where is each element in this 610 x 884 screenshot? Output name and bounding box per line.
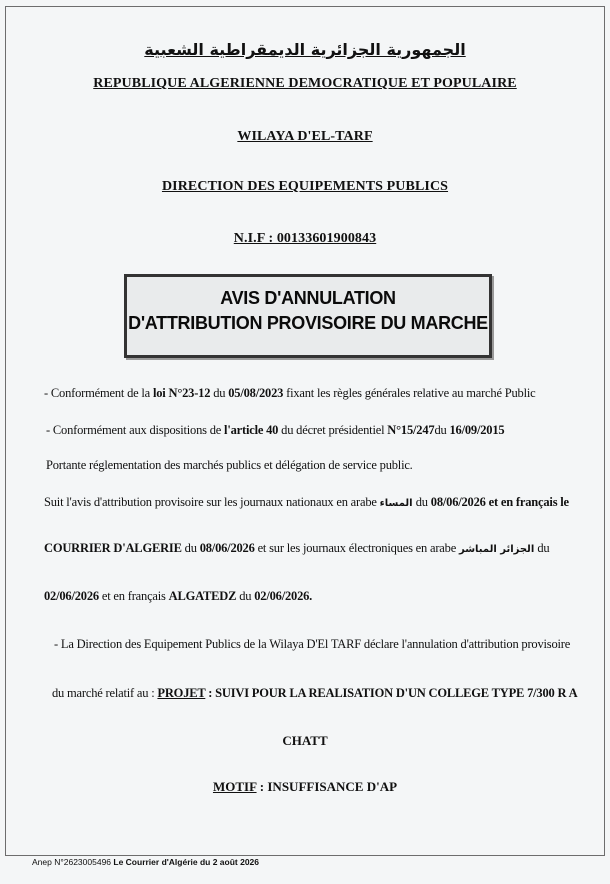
paragraph-courrier: COURRIER D'ALGERIE du 08/06/2026 et sur les journaux électroniques en arabe الجزائر المباشر du: [44, 541, 550, 555]
avis-title-line1: AVIS D'ANNULATION: [220, 288, 396, 308]
motif-line: [0, 779, 610, 795]
footer-source: Le Courrier d'Algérie du 2 août 2026: [113, 857, 260, 867]
nif-number: N.I.F : 00133601900843: [233, 231, 377, 246]
direction-title: DIRECTION DES EQUIPEMENTS PUBLICS: [161, 179, 449, 194]
paragraph-loi: - Conformément de la loi N°23-12 du 05/08/2023 fixant les règles générales relative au marché Public: [44, 386, 536, 400]
footer-reference: [32, 857, 259, 867]
arabic-republic-title: الجمهورية الجزائرية الديمقراطية الشعبية: [144, 40, 466, 59]
avis-title-line2: D'ATTRIBUTION PROVISOIRE DU MARCHE: [128, 313, 488, 333]
paragraph-projet: du marché relatif au : PROJET : SUIVI POUR LA REALISATION D'UN COLLEGE TYPE 7/300 R A: [52, 686, 578, 700]
wilaya-title: WILAYA D'EL-TARF: [237, 129, 373, 144]
paragraph-algatedz: 02/06/2026 et en français ALGATEDZ du 02/06/2026.: [44, 589, 313, 603]
republic-title: REPUBLIQUE ALGERIENNE DEMOCRATIQUE ET POPULAIRE: [93, 76, 517, 91]
paragraph-declaration: - La Direction des Equipement Publics de la Wilaya D'El TARF déclare l'annulation d'attribution provisoire: [54, 637, 571, 651]
avis-title-box: [124, 274, 492, 358]
anep-number: Anep N°2623005496: [32, 857, 114, 867]
motif-label: MOTIF: [212, 779, 257, 794]
newspaper-arabic-el-djazair: الجزائر المباشر: [458, 544, 535, 555]
newspaper-arabic-el-massa: المساء: [379, 498, 413, 509]
paragraph-decret: - Conformément aux dispositions de l'article 40 du décret présidentiel N°15/247du 16/09/2015: [46, 423, 505, 437]
motif-text: : INSUFFISANCE D'AP: [256, 779, 398, 794]
paragraph-suit-avis: Suit l'avis d'attribution provisoire sur les journaux nationaux en arabe المساء du 08/06/2026 et en français le: [44, 495, 569, 509]
paragraph-reglementation: Portante réglementation des marchés publics et délégation de service public.: [46, 458, 413, 472]
paragraph-chatt: CHATT: [282, 733, 328, 748]
